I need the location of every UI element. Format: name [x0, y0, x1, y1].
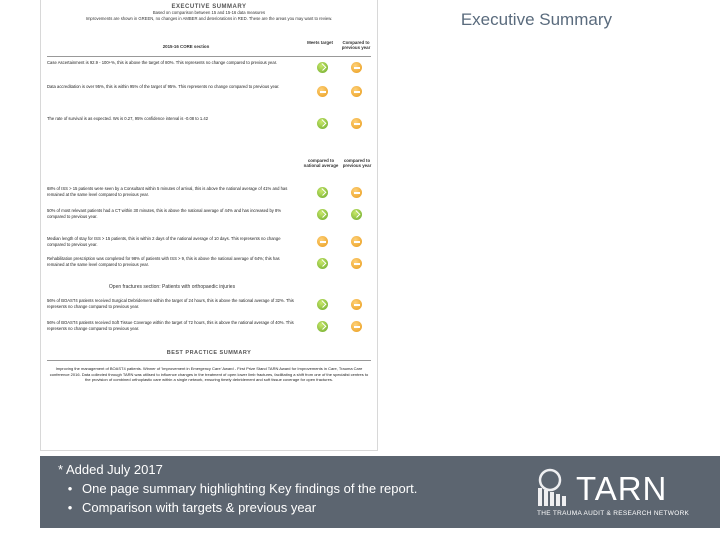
no-change-icon — [351, 258, 362, 269]
finding-length-of-stay: Median length of stay for ISS > 15 patients, this is within 2 days of the national average of 10 days. This represents no change compared to previous year. — [47, 236, 281, 247]
core-section-header: 2015-16 CORE section — [162, 44, 210, 49]
finding-survival: The rate of survival is as expected. Ws is 0.27, 95% confidence interval is -0.08 to 1.42 — [47, 116, 209, 121]
bullet-icon: • — [67, 500, 73, 515]
improvement-icon — [317, 209, 328, 220]
finding-rehabilitation: Rehabilitation prescription was completed for 98% of patients with ISS > 9, this is above the national average of 64%; this has remained at the same level compared to previous year. — [47, 256, 280, 267]
improvement-icon — [317, 321, 328, 332]
note-bullet-2 — [58, 498, 417, 517]
tarn-logo-subtitle: THE TRAUMA AUDIT & RESEARCH NETWORK — [537, 510, 690, 517]
finding-case-ascertainment: Case Ascertainment is 92.9 - 100+%, this is above the target of 80%. This represents no change compared to previous year. — [47, 60, 278, 65]
finding-ct-scan: 50% of most relevant patients had a CT within 30 minutes, this is above the national average of 44% and has increased by 8% compared to previous year. — [47, 208, 282, 219]
no-change-icon — [351, 62, 362, 73]
finding-consultant: 68% of ISS > 15 patients were seen by a Consultant within 5 minutes of arrival, this is above the national average of 41% and has remained at the same level compared to previous year. — [47, 186, 288, 197]
note-bullet-1 — [58, 479, 417, 498]
finding-data-accreditation: Data accreditation is over 95%, this is within 95% of the target of 95%. This represents no change compared to previous year. — [47, 84, 280, 89]
document-intro-2: Improvements are shown in GREEN, no changes in AMBER and deteriorations in RED. These are the areas you may want to review. — [85, 16, 333, 21]
document-heading: EXECUTIVE SUMMARY — [171, 4, 247, 10]
bullet-icon: • — [67, 481, 73, 496]
improvement-icon — [351, 209, 362, 220]
no-change-icon — [351, 187, 362, 198]
summary-document — [40, 0, 378, 451]
divider — [47, 360, 371, 361]
improvement-icon — [317, 187, 328, 198]
no-change-icon — [351, 86, 362, 97]
note-bullet-2-text: Comparison with targets & previous year — [82, 500, 317, 515]
note-added: * Added July 2017 — [58, 462, 163, 477]
column-previous-year: Compared to previous year — [341, 40, 371, 50]
column-previous-year-2: compared to previous year — [342, 158, 372, 168]
finding-soft-tissue: 56% of BOAST4 patients received Soft Tissue Coverage within the target of 72 hours, this is above the national average of 40%. This represents no change compared to previous year. — [47, 320, 294, 331]
column-national-average: compared to national average — [303, 158, 339, 168]
slide-notes — [58, 460, 417, 517]
no-change-icon — [351, 236, 362, 247]
improvement-icon — [317, 118, 328, 129]
improvement-icon — [317, 299, 328, 310]
no-change-icon — [351, 321, 362, 332]
document-header — [41, 4, 377, 22]
tarn-logo-text: TARN — [576, 470, 668, 507]
document-intro-1: Based on comparison between 15 and 15-16 data measures — [152, 10, 266, 15]
no-change-icon — [317, 236, 328, 247]
best-practice-text: Improving the management of BOAST4 patients. Winner of 'Improvement in Emergency Care' Award - First Prize Stand TARN Award for Improvements in Care, Trauma Care conference 2016. Data collected through TARN was utilised to influence changes in the treatment of open lower limb fractures, facilitating a shift from one of the specialist centres to the provision of combined orthoplastic care within a single network, ensuring timely debridement and soft tissue coverage for open fractures. — [49, 366, 369, 382]
finding-debridement: 56% of BOAST4 patients received Surgical Debridement within the target of 24 hours, this is above the national average of 32%. This represents no change compared to previous year. — [47, 298, 294, 309]
no-change-icon — [351, 299, 362, 310]
column-meets-target: Meets target — [307, 40, 333, 45]
divider — [47, 56, 371, 57]
improvement-icon — [317, 258, 328, 269]
improvement-icon — [317, 62, 328, 73]
no-change-icon — [317, 86, 328, 97]
best-practice-title: BEST PRACTICE SUMMARY — [166, 350, 252, 356]
no-change-icon — [351, 118, 362, 129]
note-bullet-1-text: One page summary highlighting Key findings of the report. — [82, 481, 418, 496]
open-fractures-section: Open fractures section: Patients with orthopaedic injuries — [108, 284, 236, 290]
slide-title: Executive Summary — [460, 10, 612, 29]
